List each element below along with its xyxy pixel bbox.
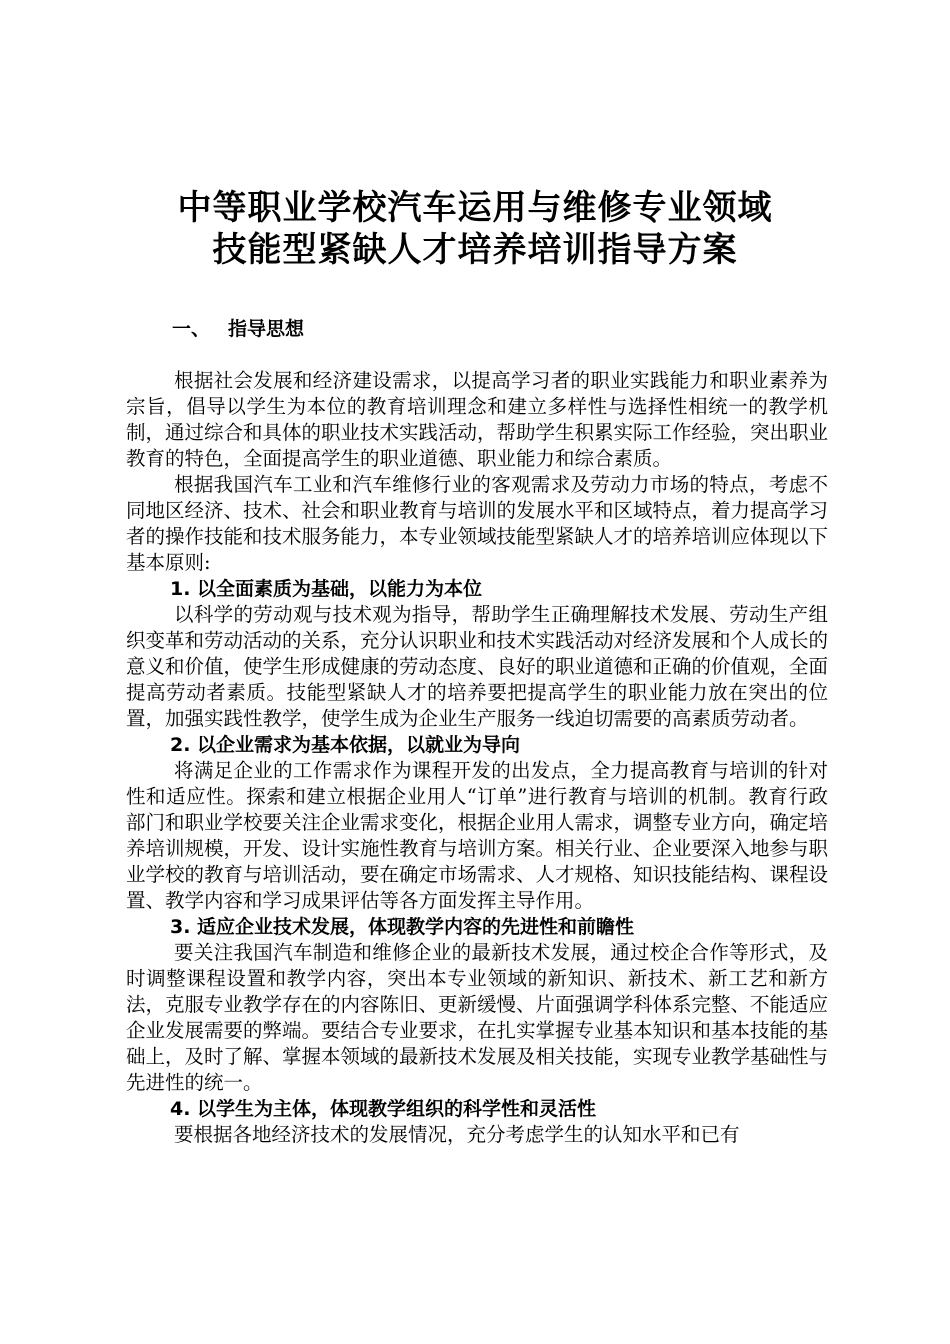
paragraph: 将满足企业的工作需求作为课程开发的出发点，全力提高教育与培训的针对性和适应性。探索和建立根据企业用人“订单”进行教育与培训的机制。教育行政部门和职业学校要关注企业需求变化，根据企业用人需求，调整专业方向，确定培养培训规模，开发、设计实施性教育与培训方案。相关行业、企业要深入地参与职业学校的教育与培训活动，要在确定市场需求、人才规格、知识技能结构、课程设置、教学内容和学习成果评估等各方面发挥主导作用。	[126, 759, 829, 912]
principle-heading: 2. 以企业需求为基本依据，以就业为导向	[170, 734, 521, 756]
paragraph: 要关注我国汽车制造和维修企业的最新技术发展，通过校企合作等形式，及时调整课程设置和教学内容，突出本专业领域的新知识、新技术、新工艺和新方法，克服专业教学存在的内容陈旧、更新缓慢、片面强调学科体系完整、不能适应企业发展需要的弊端。要结合专业要求，在扎实掌握专业基本知识和基本技能的基础上，及时了解、掌握本领域的最新技术发展及相关技能，实现专业教学基础性与先进性的统一。	[126, 941, 829, 1094]
paragraph: 根据社会发展和经济建设需求，以提高学习者的职业实践能力和职业素养为宗旨，倡导以学生为本位的教育培训理念和建立多样性与选择性相统一的教学机制，通过综合和具体的职业技术实践活动，帮助学生积累实际工作经验，突出职业教育的特色，全面提高学生的职业道德、职业能力和综合素质。	[126, 369, 829, 470]
section-heading	[172, 316, 304, 342]
document-title-line-2: 技能型紧缺人才培养培训指导方案	[212, 230, 738, 270]
principle-heading: 1. 以全面素质为基础，以能力为本位	[170, 578, 483, 600]
principle-heading: 4. 以学生为主体，体现教学组织的科学性和灵活性	[170, 1098, 597, 1120]
paragraph: 以科学的劳动观与技术观为指导，帮助学生正确理解技术发展、劳动生产组织变革和劳动活动的关系，充分认识职业和技术实践活动对经济发展和个人成长的意义和价值，使学生形成健康的劳动态度、良好的职业道德和正确的价值观，全面提高劳动者素质。技能型紧缺人才的培养要把提高学生的职业能力放在突出的位置，加强实践性教学，使学生成为企业生产服务一线迫切需要的高素质劳动者。	[126, 603, 829, 730]
section-title: 指导思想	[228, 318, 305, 340]
paragraph: 要根据各地经济技术的发展情况，充分考虑学生的认知水平和已有	[174, 1123, 740, 1146]
section-number: 一、	[172, 318, 211, 340]
document-body	[126, 368, 828, 1148]
document-title-line-1: 中等职业学校汽车运用与维修专业领域	[177, 188, 773, 228]
paragraph: 根据我国汽车工业和汽车维修行业的客观需求及劳动力市场的特点，考虑不同地区经济、技术、社会和职业教育与培训的发展水平和区域特点，着力提高学习者的操作技能和技术服务能力，本专业领域技能型紧缺人才的培养培训应体现以下基本原则:	[126, 473, 829, 574]
principle-heading: 3. 适应企业技术发展，体现教学内容的先进性和前瞻性	[170, 916, 635, 938]
